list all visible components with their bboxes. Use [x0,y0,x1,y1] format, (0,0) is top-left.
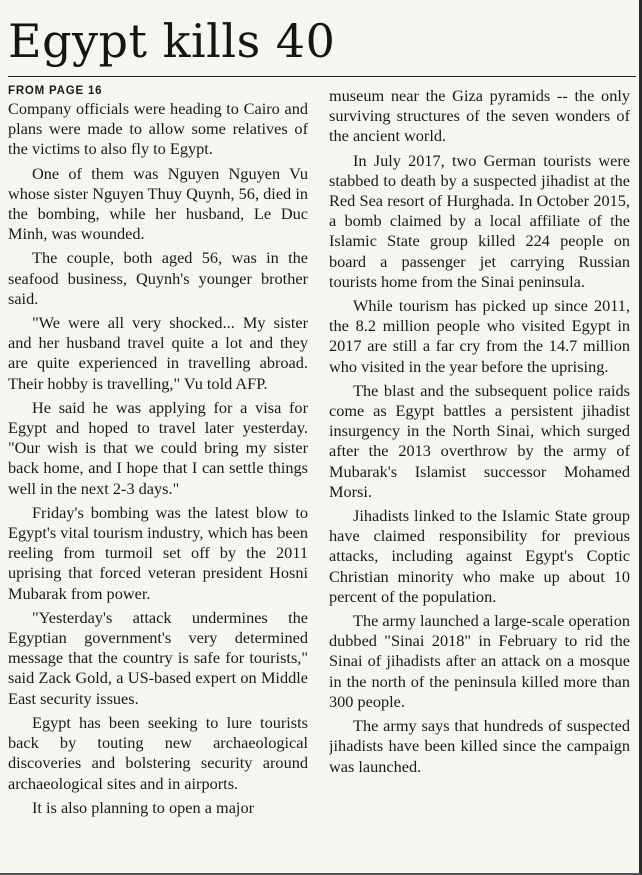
paragraph: One of them was Nguyen Nguyen Vu whose sister Nguyen Thuy Quynh, 56, died in the bombing, while her husband, Le Duc Minh, was wounded. [8,163,308,244]
headline: Egypt kills 40 [8,14,336,68]
paragraph: In July 2017, two German tourists were stabbed to death by a suspected jihadist at the Red Sea resort of Hurghada. In October 2015, a bomb claimed by a local affiliate of the Islamic State group killed 224 people on board a passenger jet carrying Russian tourists home from the Sinai peninsula. [329,150,630,291]
paragraph: It is also planning to open a major [32,797,255,817]
paragraph: The blast and the subsequent police raids come as Egypt battles a persistent jihadist insurgency in the North Sinai, which surged after the 2013 overthrow by the army of Mubarak's Islamist successor Mohamed Morsi. [329,380,630,501]
paragraph: Company officials were heading to Cairo and plans were made to allow some relatives of the victims to also fly to Egypt. [8,99,308,159]
paragraph: Jihadists linked to the Islamic State group have claimed responsibility for previous attacks, including against Egypt's Coptic Christian minority who make up about 10 percent of the population. [329,506,630,606]
paragraph: He said he was applying for a visa for Egypt and hoped to travel later yesterday. "Our wish is that we could bring my sister back home, and I hope that I can settle things well in the next 2-3 days." [8,397,308,498]
article-column-left [8,82,308,867]
paragraph: The army says that hundreds of suspected jihadists have been killed since the campaign was launched. [329,716,630,776]
paragraph: museum near the Giza pyramids -- the only surviving structures of the seven wonders of the ancient world. [329,86,630,146]
article-column-right [329,86,630,867]
paragraph: "We were all very shocked... My sister and her husband travel quite a lot and they are quite experienced in travelling abroad. Their hobby is travelling," Vu told AFP. [8,313,308,393]
paragraph: Egypt has been seeking to lure tourists back by touting new archaeological discoveries and bolstering security around archaeological sites and in airports. [8,712,308,793]
paragraph: While tourism has picked up since 2011, the 8.2 million people who visited Egypt in 2017 are still a far cry from the 14.7 million who visited in the year before the uprising. [329,296,630,376]
paragraph: The army launched a large-scale operation dubbed "Sinai 2018" in February to rid the Sinai of jihadists after an attack on a mosque in the north of the peninsula killed more than 300 people. [329,611,630,711]
headline-rule [8,76,636,77]
paragraph: Friday's bombing was the latest blow to Egypt's vital tourism industry, which has been reeling from turmoil set off by the 2011 uprising that forced veteran president Hosni Mubarak from power. [8,502,308,603]
paragraph: "Yesterday's attack undermines the Egyptian government's very determined message that the country is safe for tourists," said Zack Gold, a US-based expert on Middle East security issues. [8,607,308,708]
dateline: FROM PAGE 16 [8,85,103,97]
paragraph: The couple, both aged 56, was in the seafood business, Quynh's younger brother said. [8,248,308,308]
